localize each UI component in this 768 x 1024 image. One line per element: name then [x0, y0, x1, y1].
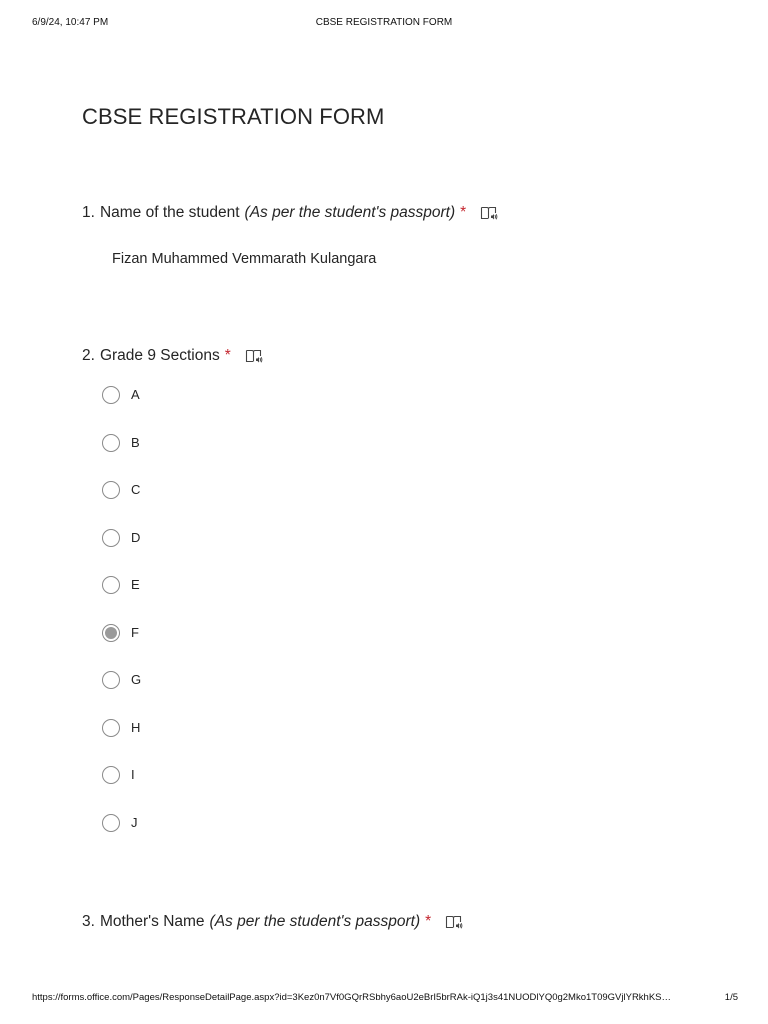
- radio-option-i[interactable]: [102, 766, 141, 814]
- radio-option-d[interactable]: [102, 529, 141, 577]
- radio-option-h[interactable]: [102, 719, 141, 767]
- question-label: Grade 9 Sections: [99, 347, 220, 364]
- radio-button[interactable]: [102, 529, 120, 547]
- radio-option-label: G: [131, 672, 142, 687]
- question-label: Name of the student: [99, 204, 240, 221]
- form-title: CBSE REGISTRATION FORM: [82, 104, 385, 129]
- radio-option-label: I: [131, 767, 135, 782]
- grade-section-options: [102, 386, 141, 861]
- question-note: (As per the student's passport): [209, 913, 421, 930]
- print-url: https://forms.office.com/Pages/ResponseDetailPage.aspx?id=3Kez0n7Vf0GQrRSbhy6aoU2eBrI5brRAk-iQ1j3s41NUODlYQ0g2Mko1T09GVjlYRkhKS…: [32, 992, 672, 1003]
- radio-option-j[interactable]: [102, 814, 141, 862]
- radio-option-label: J: [131, 814, 138, 830]
- radio-button[interactable]: [102, 719, 120, 737]
- question-2: [82, 347, 263, 365]
- radio-button[interactable]: [102, 576, 120, 594]
- radio-option-label: D: [131, 529, 141, 545]
- question-number: 1.: [82, 204, 95, 221]
- print-header: [32, 17, 736, 33]
- required-mark: *: [425, 913, 432, 930]
- radio-button-selected[interactable]: [102, 624, 120, 642]
- radio-option-c[interactable]: [102, 481, 141, 529]
- required-mark: *: [460, 204, 467, 221]
- immersive-reader-icon[interactable]: [245, 348, 263, 364]
- question-3: [82, 913, 463, 931]
- radio-option-label: F: [131, 624, 139, 640]
- print-datetime: 6/9/24, 10:47 PM: [32, 17, 109, 28]
- question-label: Mother's Name: [99, 913, 205, 930]
- print-footer: [32, 992, 738, 1006]
- question-number: 2.: [82, 347, 95, 364]
- radio-option-label: E: [131, 577, 140, 592]
- radio-button[interactable]: [102, 434, 120, 452]
- radio-option-label: H: [131, 719, 141, 735]
- radio-option-label: A: [131, 387, 140, 402]
- required-mark: *: [224, 347, 231, 364]
- radio-option-g[interactable]: [102, 671, 141, 719]
- radio-button[interactable]: [102, 386, 120, 404]
- radio-option-label: C: [131, 482, 141, 497]
- radio-button[interactable]: [102, 814, 120, 832]
- immersive-reader-icon[interactable]: [480, 205, 498, 221]
- question-note: (As per the student's passport): [244, 204, 456, 221]
- radio-option-label: B: [131, 434, 140, 450]
- radio-option-b[interactable]: [102, 434, 141, 482]
- immersive-reader-icon[interactable]: [445, 914, 463, 930]
- student-name-answer: Fizan Muhammed Vemmarath Kulangara: [112, 251, 377, 267]
- radio-button[interactable]: [102, 766, 120, 784]
- radio-option-f[interactable]: [102, 624, 141, 672]
- radio-button[interactable]: [102, 481, 120, 499]
- radio-button[interactable]: [102, 671, 120, 689]
- radio-option-a[interactable]: [102, 386, 141, 434]
- page-number: 1/5: [724, 992, 738, 1003]
- question-1: [82, 204, 498, 222]
- radio-option-e[interactable]: [102, 576, 141, 624]
- question-number: 3.: [82, 913, 95, 930]
- print-document-title: CBSE REGISTRATION FORM: [315, 17, 453, 28]
